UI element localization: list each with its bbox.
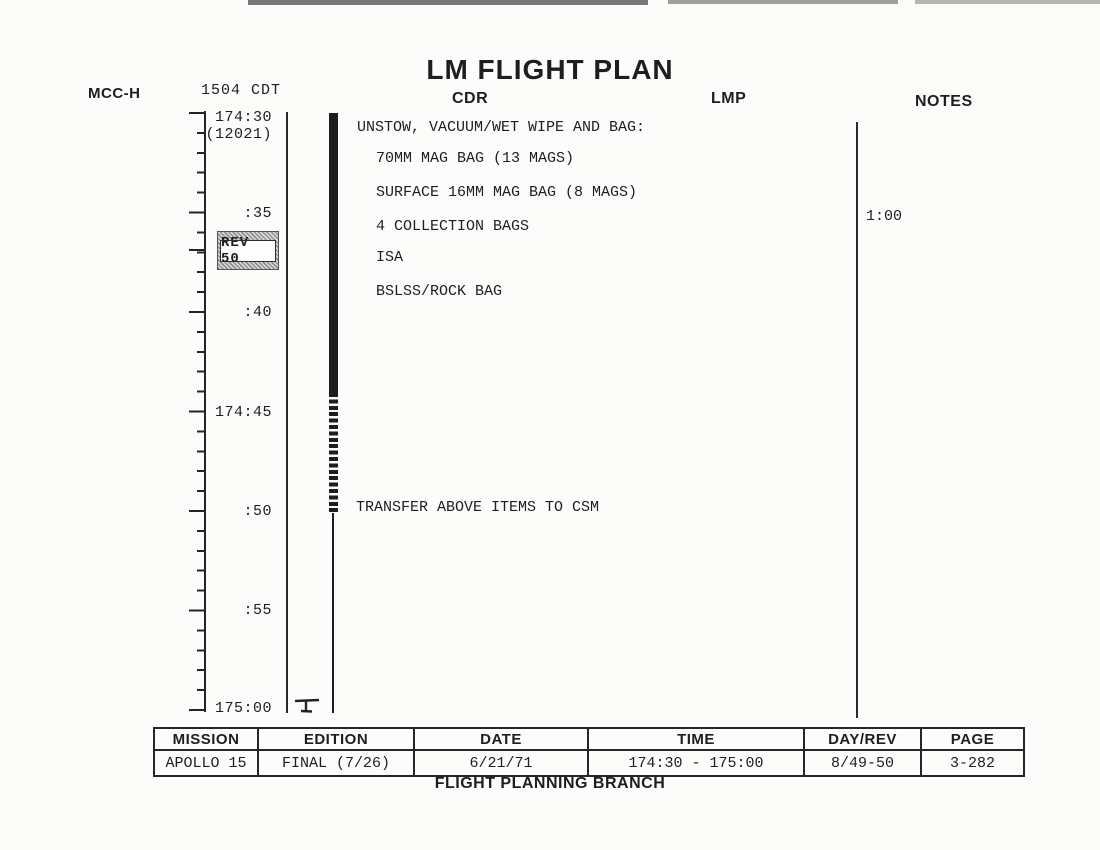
- scan-artifact: [668, 0, 898, 4]
- timeline-label: :40: [243, 304, 272, 321]
- mission-value: APOLLO 15: [154, 750, 258, 776]
- date-header: DATE: [414, 728, 588, 750]
- notes-column-divider: [856, 122, 858, 718]
- cdr-column-header: CDR: [452, 90, 489, 107]
- time-header: TIME: [588, 728, 804, 750]
- notes-duration: 1:00: [866, 208, 903, 225]
- scan-artifact: [248, 0, 648, 5]
- activity-bar-hatched: [329, 393, 338, 513]
- date-value: 6/21/71: [414, 750, 588, 776]
- edition-value: FINAL (7/26): [258, 750, 414, 776]
- timeline-label: :35: [243, 205, 272, 222]
- rev-marker-box: [217, 231, 279, 270]
- cdr-activity-heading: UNSTOW, VACUUM/WET WIPE AND BAG:: [357, 119, 646, 136]
- page-value: 3-282: [921, 750, 1024, 776]
- mission-header: MISSION: [154, 728, 258, 750]
- footer-info-table: [153, 727, 1025, 777]
- edition-header: EDITION: [258, 728, 414, 750]
- page-title: LM FLIGHT PLAN: [426, 54, 674, 85]
- day-rev-header: DAY/REV: [804, 728, 921, 750]
- timeline-label: 174:30: [214, 109, 272, 126]
- timeline-label: :55: [243, 602, 272, 619]
- timeline-sublabel: (12021): [205, 126, 272, 143]
- activity-bar-stem: [332, 513, 334, 713]
- page-header: PAGE: [921, 728, 1024, 750]
- cdr-activity-item: SURFACE 16MM MAG BAG (8 MAGS): [376, 184, 638, 201]
- mcc-h-label: MCC-H: [88, 85, 141, 102]
- timeline-end-symbol-icon: [292, 696, 322, 716]
- timeline-label: 174:45: [214, 404, 272, 421]
- local-time-label: 1504 CDT: [201, 82, 282, 99]
- flight-planning-branch-label: FLIGHT PLANNING BRANCH: [434, 775, 666, 792]
- cdr-activity-item: 4 COLLECTION BAGS: [376, 218, 530, 235]
- time-value: 174:30 - 175:00: [588, 750, 804, 776]
- timescale-right-border: [286, 112, 288, 713]
- timeline-label: :50: [243, 503, 272, 520]
- timeline-label: 175:00: [214, 700, 272, 717]
- footer-table-header-row: [154, 728, 1024, 750]
- scan-artifact: [915, 0, 1100, 4]
- cdr-activity-item: 70MM MAG BAG (13 MAGS): [376, 150, 575, 167]
- footer-table-value-row: [154, 750, 1024, 776]
- cdr-activity-item: BSLSS/ROCK BAG: [376, 283, 503, 300]
- rev-boundary-tick: [189, 249, 205, 251]
- cdr-transfer-note: TRANSFER ABOVE ITEMS TO CSM: [356, 499, 600, 516]
- lmp-column-header: LMP: [711, 90, 747, 107]
- day-rev-value: 8/49-50: [804, 750, 921, 776]
- activity-bar-solid: [329, 113, 338, 393]
- rev-marker-label: REV 50: [221, 241, 275, 261]
- cdr-activity-item: ISA: [376, 249, 404, 266]
- notes-column-header: NOTES: [915, 93, 973, 110]
